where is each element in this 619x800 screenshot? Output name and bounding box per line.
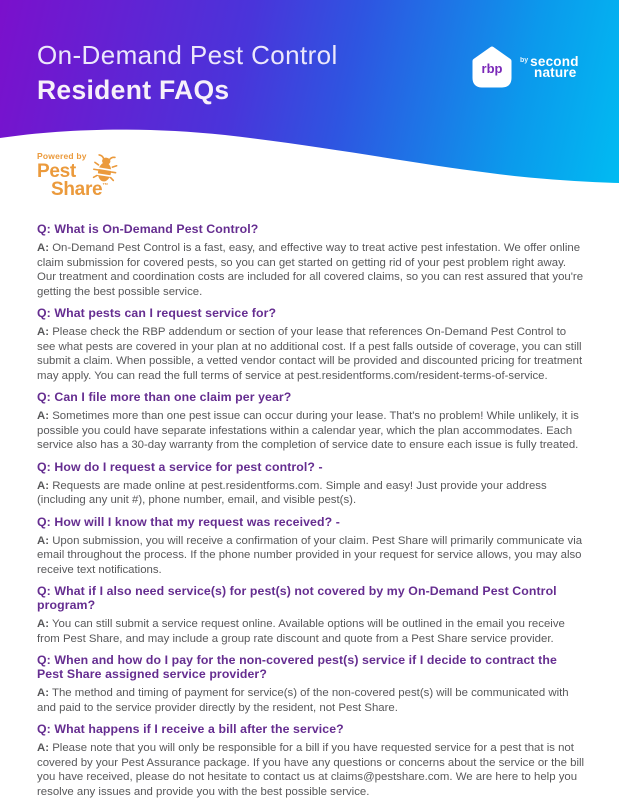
faq-item	[37, 515, 586, 578]
faq-question: Q: What pests can I request service for?	[37, 306, 277, 320]
faq-answer-text: Sometimes more than one pest issue can occur during your lease. That's no problem! While unlikely, it is possible you could have separate infestations within a calendar year, which the plan accommodates. Each service also has a 30-day warranty from the completion of service date to ensure each issue is fully treated.	[37, 410, 579, 451]
by-label: by	[520, 57, 529, 64]
faq-answer-text: Please note that you will only be responsible for a bill if you have requested service for a pest that is not covered by your Pest Assurance package. If you have any questions or concerns about the service or the bill you have received, please do not hesitate to contact us at claims@pestshare.com. We are here to help you resolve any issues and provide you with the best possible service.	[37, 742, 585, 798]
faq-item	[37, 722, 586, 799]
brand-second: second	[530, 54, 579, 69]
faq-question: Q: What if I also need service(s) for pest(s) not covered by my On-Demand Pest Control program?	[37, 584, 557, 612]
faq-answer-text: You can still submit a service request online. Available options will be outlined in the email you receive from Pest Share, and may include a group rate discount and quote from a Pest Share service provider.	[37, 618, 565, 645]
faq-item	[37, 584, 586, 646]
page-subtitle: Resident FAQs	[37, 75, 230, 105]
faq-item	[37, 460, 586, 508]
faq-answer-text: Please check the RBP addendum or section of your lease that references On-Demand Pest Control to see what pests are covered in your plan at no additional cost. If a pest falls outside of coverage, you can still submit a claim. When possible, a vetted vendor contact will be provided and discounted pricing for treatment may apply. You can read the full terms of service at pest.residentforms.com/resident-terms-of-service.	[37, 326, 583, 382]
faq-answer	[37, 686, 586, 715]
trademark-symbol: ™	[102, 183, 109, 189]
faq-item	[37, 390, 586, 453]
brand-share: Share™	[51, 179, 109, 200]
answer-prefix: A:	[37, 687, 50, 699]
faq-answer-text: Requests are made online at pest.residentforms.com. Simple and easy! Just provide your address (including any unit #), phone number, email, and visible pest(s).	[37, 479, 547, 506]
faq-answer-text: On-Demand Pest Control is a fast, easy, and effective way to treat active pest infestation. We offer online claim submission for covered pests, so you can get started on getting rid of your pest problem right away. Our treatment and coordination costs are included for all covered claims, so you can rest assured that you're getting the best possible service.	[37, 242, 584, 298]
rbp-house-icon	[471, 45, 513, 89]
bug-icon	[91, 152, 119, 185]
powered-by-label: Powered by	[37, 151, 87, 161]
faq-answer	[37, 534, 586, 578]
brand-pest: Pest	[37, 161, 76, 182]
faq-question: Q: How will I know that my request was received? -	[37, 514, 340, 529]
faq-answer-text: Upon submission, you will receive a confirmation of your claim. Pest Share will primarily communicate via email throughout the process. If the phone number provided in your request for service allows, you may also receive text notifications.	[37, 534, 583, 576]
answer-prefix: A:	[37, 742, 50, 754]
answer-prefix: A:	[37, 242, 50, 254]
faq-answer	[37, 241, 586, 299]
faq-question: Q: When and how do I pay for the non-covered pest(s) service if I decide to contract the Pest Share assigned service provider?	[37, 653, 557, 681]
faq-answer	[37, 479, 586, 508]
faq-item	[37, 306, 586, 383]
faq-answer	[37, 409, 586, 453]
faq-answer	[37, 325, 586, 383]
rbp-second-nature-logo	[471, 45, 579, 89]
faq-question: Q: Can I file more than one claim per year?	[37, 390, 292, 404]
faq-answer	[37, 617, 586, 646]
faq-answer	[37, 741, 586, 799]
faq-item	[37, 222, 586, 299]
faq-list	[37, 222, 586, 799]
second-nature-wordmark	[520, 55, 579, 79]
answer-prefix: A:	[37, 410, 50, 422]
answer-prefix: A:	[37, 534, 50, 547]
rbp-abbr-text: rbp	[481, 61, 503, 76]
brand-nature: nature	[534, 65, 577, 80]
faq-item	[37, 653, 586, 715]
faq-answer-text: The method and timing of payment for service(s) of the non-covered pest(s) will be communicated with and paid to the service provider directly by the resident, not Pest Share.	[37, 687, 569, 714]
answer-prefix: A:	[37, 618, 50, 630]
faq-question: Q: How do I request a service for pest control? -	[37, 459, 323, 474]
pest-share-logo	[37, 151, 157, 211]
faq-question: Q: What happens if I receive a bill after the service?	[37, 722, 344, 736]
answer-prefix: A:	[37, 326, 50, 338]
answer-prefix: A:	[37, 479, 50, 492]
faq-question: Q: What is On-Demand Pest Control?	[37, 222, 259, 236]
page-title: On-Demand Pest Control	[37, 40, 338, 70]
